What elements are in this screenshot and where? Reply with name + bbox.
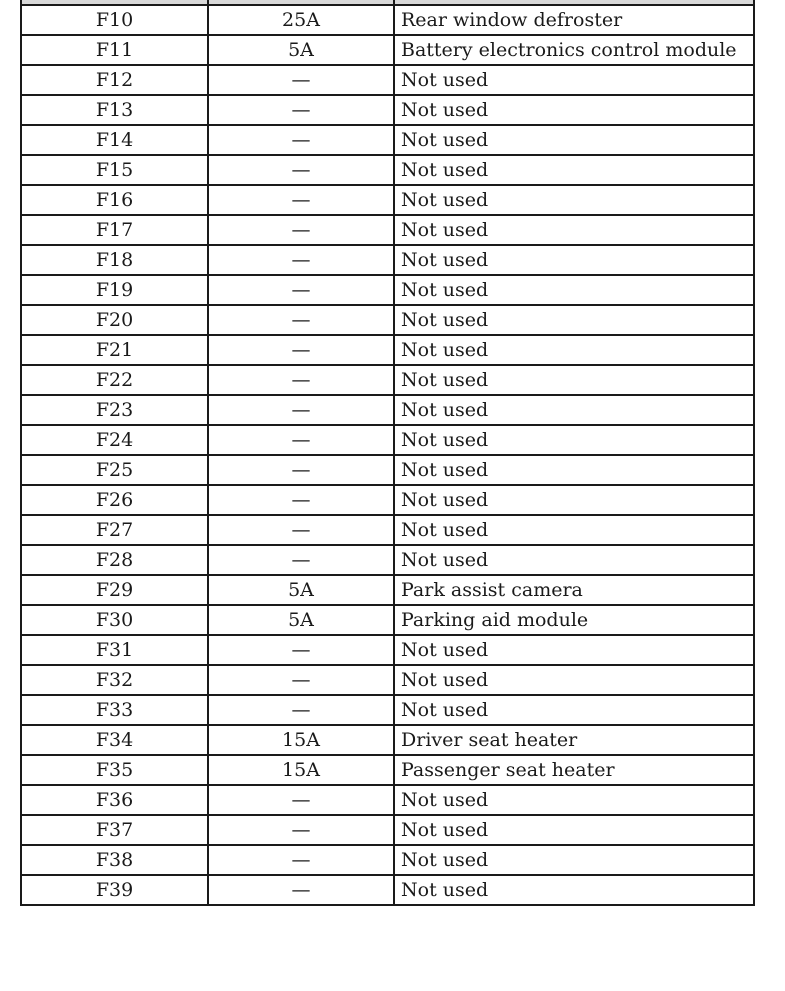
description-cell: Not used: [394, 785, 754, 815]
fuse-number-cell: F10: [21, 5, 208, 35]
description-cell: Not used: [394, 875, 754, 905]
fuse-rating-cell: —: [208, 65, 394, 95]
description-cell: Not used: [394, 845, 754, 875]
fuse-rating-cell: 15A: [208, 755, 394, 785]
table-row: [21, 155, 754, 185]
fuse-rating-cell: —: [208, 155, 394, 185]
fuse-number-cell: F27: [21, 515, 208, 545]
fuse-number-cell: F30: [21, 605, 208, 635]
fuse-rating-cell: —: [208, 665, 394, 695]
fuse-number-cell: F21: [21, 335, 208, 365]
description-cell: Not used: [394, 155, 754, 185]
description-cell: Not used: [394, 815, 754, 845]
fuse-number-cell: F24: [21, 425, 208, 455]
description-cell: Not used: [394, 365, 754, 395]
table-row: [21, 785, 754, 815]
fuse-rating-cell: —: [208, 455, 394, 485]
fuse-rating-cell: —: [208, 245, 394, 275]
table-row: [21, 5, 754, 35]
table-row: [21, 95, 754, 125]
table-row: [21, 665, 754, 695]
fuse-rating-cell: 5A: [208, 35, 394, 65]
description-cell: Not used: [394, 395, 754, 425]
fuse-number-cell: F19: [21, 275, 208, 305]
fuse-rating-cell: —: [208, 425, 394, 455]
description-cell: Parking aid module: [394, 605, 754, 635]
table-row: [21, 605, 754, 635]
fuse-rating-cell: —: [208, 815, 394, 845]
fuse-number-cell: F31: [21, 635, 208, 665]
table-row: [21, 275, 754, 305]
fuse-number-cell: F38: [21, 845, 208, 875]
table-row: [21, 575, 754, 605]
fuse-number-cell: F35: [21, 755, 208, 785]
fuse-number-cell: F11: [21, 35, 208, 65]
description-cell: Not used: [394, 665, 754, 695]
description-cell: Passenger seat heater: [394, 755, 754, 785]
table-row: [21, 335, 754, 365]
table-row: [21, 455, 754, 485]
fuse-rating-cell: —: [208, 485, 394, 515]
description-cell: Not used: [394, 485, 754, 515]
table-row: [21, 215, 754, 245]
fuse-rating-cell: —: [208, 185, 394, 215]
fuse-number-cell: F37: [21, 815, 208, 845]
fuse-number-cell: F22: [21, 365, 208, 395]
fuse-number-cell: F34: [21, 725, 208, 755]
table-row: [21, 485, 754, 515]
description-cell: Rear window defroster: [394, 5, 754, 35]
table-row: [21, 125, 754, 155]
fuse-rating-cell: 5A: [208, 575, 394, 605]
table-row: [21, 725, 754, 755]
fuse-number-cell: F28: [21, 545, 208, 575]
table-row: [21, 635, 754, 665]
description-cell: Not used: [394, 245, 754, 275]
description-cell: Not used: [394, 515, 754, 545]
description-cell: Not used: [394, 305, 754, 335]
description-cell: Not used: [394, 635, 754, 665]
description-cell: Not used: [394, 545, 754, 575]
table-row: [21, 815, 754, 845]
fuse-rating-cell: —: [208, 785, 394, 815]
description-cell: Park assist camera: [394, 575, 754, 605]
fuse-rating-cell: —: [208, 845, 394, 875]
table-row: [21, 35, 754, 65]
fuse-number-cell: F16: [21, 185, 208, 215]
fuse-table: [20, 0, 755, 906]
fuse-rating-cell: —: [208, 395, 394, 425]
fuse-number-cell: F23: [21, 395, 208, 425]
fuse-rating-cell: —: [208, 215, 394, 245]
table-row: [21, 755, 754, 785]
description-cell: Not used: [394, 455, 754, 485]
fuse-number-cell: F17: [21, 215, 208, 245]
fuse-rating-cell: —: [208, 875, 394, 905]
fuse-number-cell: F14: [21, 125, 208, 155]
fuse-rating-cell: —: [208, 695, 394, 725]
table-row: [21, 425, 754, 455]
table-row: [21, 875, 754, 905]
table-row: [21, 845, 754, 875]
description-cell: Not used: [394, 125, 754, 155]
description-cell: Not used: [394, 425, 754, 455]
description-cell: Not used: [394, 695, 754, 725]
fuse-number-cell: F26: [21, 485, 208, 515]
fuse-rating-cell: —: [208, 305, 394, 335]
fuse-rating-cell: 15A: [208, 725, 394, 755]
fuse-rating-cell: 25A: [208, 5, 394, 35]
table-row: [21, 545, 754, 575]
fuse-number-cell: F12: [21, 65, 208, 95]
description-cell: Not used: [394, 185, 754, 215]
fuse-number-cell: F15: [21, 155, 208, 185]
table-row: [21, 185, 754, 215]
fuse-number-cell: F32: [21, 665, 208, 695]
fuse-number-cell: F36: [21, 785, 208, 815]
description-cell: Not used: [394, 335, 754, 365]
fuse-rating-cell: —: [208, 335, 394, 365]
fuse-number-cell: F25: [21, 455, 208, 485]
description-cell: Not used: [394, 275, 754, 305]
table-row: [21, 515, 754, 545]
description-cell: Not used: [394, 65, 754, 95]
fuse-rating-cell: —: [208, 125, 394, 155]
fuse-number-cell: F33: [21, 695, 208, 725]
fuse-rating-cell: 5A: [208, 605, 394, 635]
table-row: [21, 395, 754, 425]
fuse-number-cell: F39: [21, 875, 208, 905]
fuse-rating-cell: —: [208, 515, 394, 545]
fuse-number-cell: F29: [21, 575, 208, 605]
description-cell: Driver seat heater: [394, 725, 754, 755]
table-row: [21, 245, 754, 275]
description-cell: Not used: [394, 95, 754, 125]
fuse-rating-cell: —: [208, 365, 394, 395]
fuse-table-body: [21, 0, 754, 905]
fuse-rating-cell: —: [208, 275, 394, 305]
fuse-number-cell: F18: [21, 245, 208, 275]
fuse-rating-cell: —: [208, 635, 394, 665]
description-cell: Battery electronics control module: [394, 35, 754, 65]
description-cell: Not used: [394, 215, 754, 245]
fuse-rating-cell: —: [208, 95, 394, 125]
table-row: [21, 695, 754, 725]
fuse-rating-cell: —: [208, 545, 394, 575]
table-row: [21, 305, 754, 335]
table-row: [21, 65, 754, 95]
fuse-number-cell: F20: [21, 305, 208, 335]
fuse-number-cell: F13: [21, 95, 208, 125]
table-row: [21, 365, 754, 395]
